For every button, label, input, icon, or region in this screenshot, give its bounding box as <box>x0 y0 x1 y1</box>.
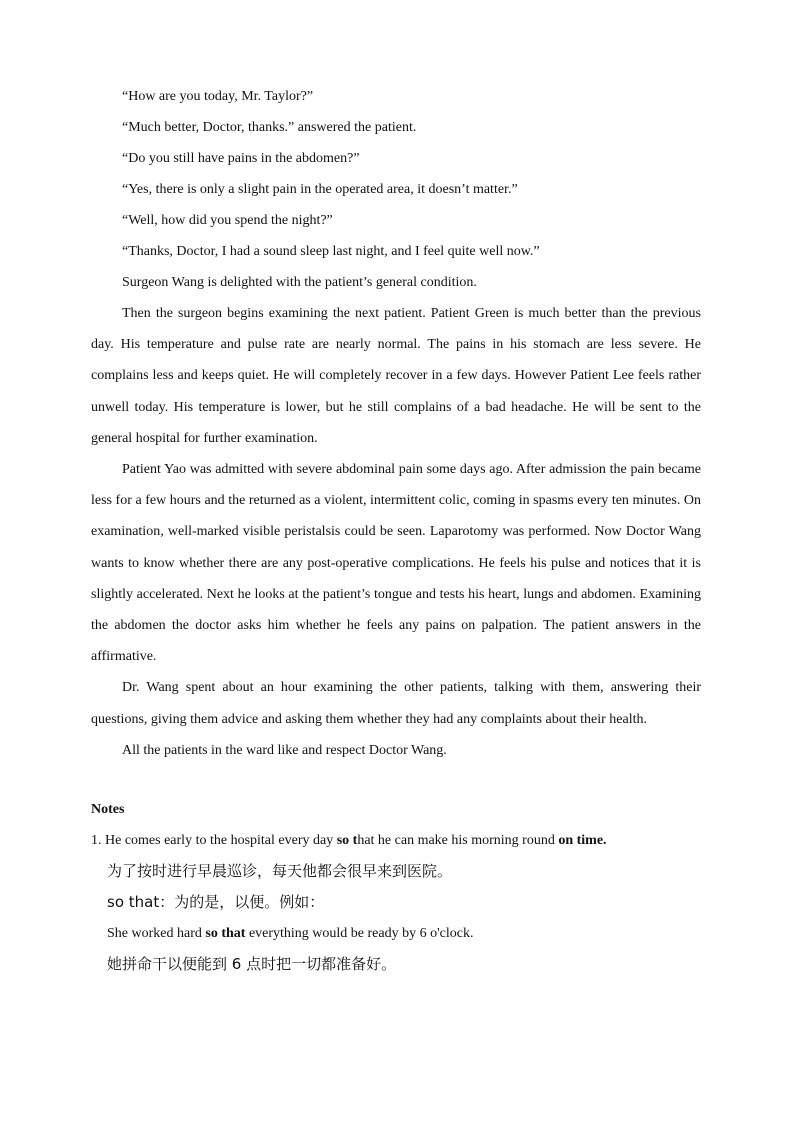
note-number: 1. <box>91 833 102 849</box>
note-item <box>91 825 701 856</box>
body-paragraph: Then the surgeon begins examining the next patient. Patient Green is much better than the previous day. His temperature and pulse rate are nearly normal. The pains in his stomach are less severe. He complains less and keeps quiet. He will completely recover in a few days. However Patient Lee feels rather unwell today. His temperature is lower, but he still complains of a bad headache. He will be sent to the general hospital for further examination. <box>91 306 701 446</box>
body-paragraph: Patient Yao was admitted with severe abdominal pain some days ago. After admission the pain became less for a few hours and the returned as a violent, intermittent colic, coming in spasms every ten minutes. On examination, well-marked visible peristalsis could be seen. Laparotomy was performed. Now Doctor Wang wants to know whether there are any post-operative complications. He feels his pulse and notices that it is slightly accelerated. Next he looks at the patient’s tongue and tests his heart, lungs and abdomen. Examining the abdomen the doctor asks him whether he feels any pains on palpation. The patient answers in the affirmative. <box>91 462 701 665</box>
dialogue-line: “Do you still have pains in the abdomen?” <box>122 151 360 166</box>
dialogue-line: “Well, how did you spend the night?” <box>122 213 333 228</box>
narration-line: Surgeon Wang is delighted with the patient’s general condition. <box>122 275 477 290</box>
note-translation: 为了按时进行早晨巡诊，每天他都会很早来到医院。 <box>107 862 453 881</box>
example-text: everything would be ready by 6 o'clock. <box>248 926 474 942</box>
note-emphasis: on time. <box>558 833 607 849</box>
note-example <box>91 918 701 949</box>
document-body <box>91 81 701 980</box>
dialogue-line: “How are you today, Mr. Taylor?” <box>122 89 314 104</box>
note-emphasis: so t <box>336 833 358 849</box>
dialogue-line: “Thanks, Doctor, I had a sound sleep last night, and I feel quite well now.” <box>122 244 540 259</box>
note-explanation: so that：为的是，以便。例如： <box>107 893 325 912</box>
body-paragraph: All the patients in the ward like and respect Doctor Wang. <box>122 742 447 758</box>
example-emphasis: so that <box>205 926 246 942</box>
dialogue-line: “Yes, there is only a slight pain in the operated area, it doesn’t matter.” <box>122 182 518 197</box>
notes-heading: Notes <box>91 802 125 818</box>
note-text: hat he can make his morning round <box>357 833 555 849</box>
example-text: She worked hard <box>107 926 202 942</box>
note-text: He comes early to the hospital every day <box>105 833 334 849</box>
dialogue-line: “Much better, Doctor, thanks.” answered the patient. <box>122 120 417 135</box>
body-paragraph: Dr. Wang spent about an hour examining the other patients, talking with them, answering their questions, giving them advice and asking them whether they had any complaints about their health. <box>91 680 701 727</box>
example-translation: 她拼命干以便能到 6 点时把一切都准备好。 <box>107 955 397 974</box>
